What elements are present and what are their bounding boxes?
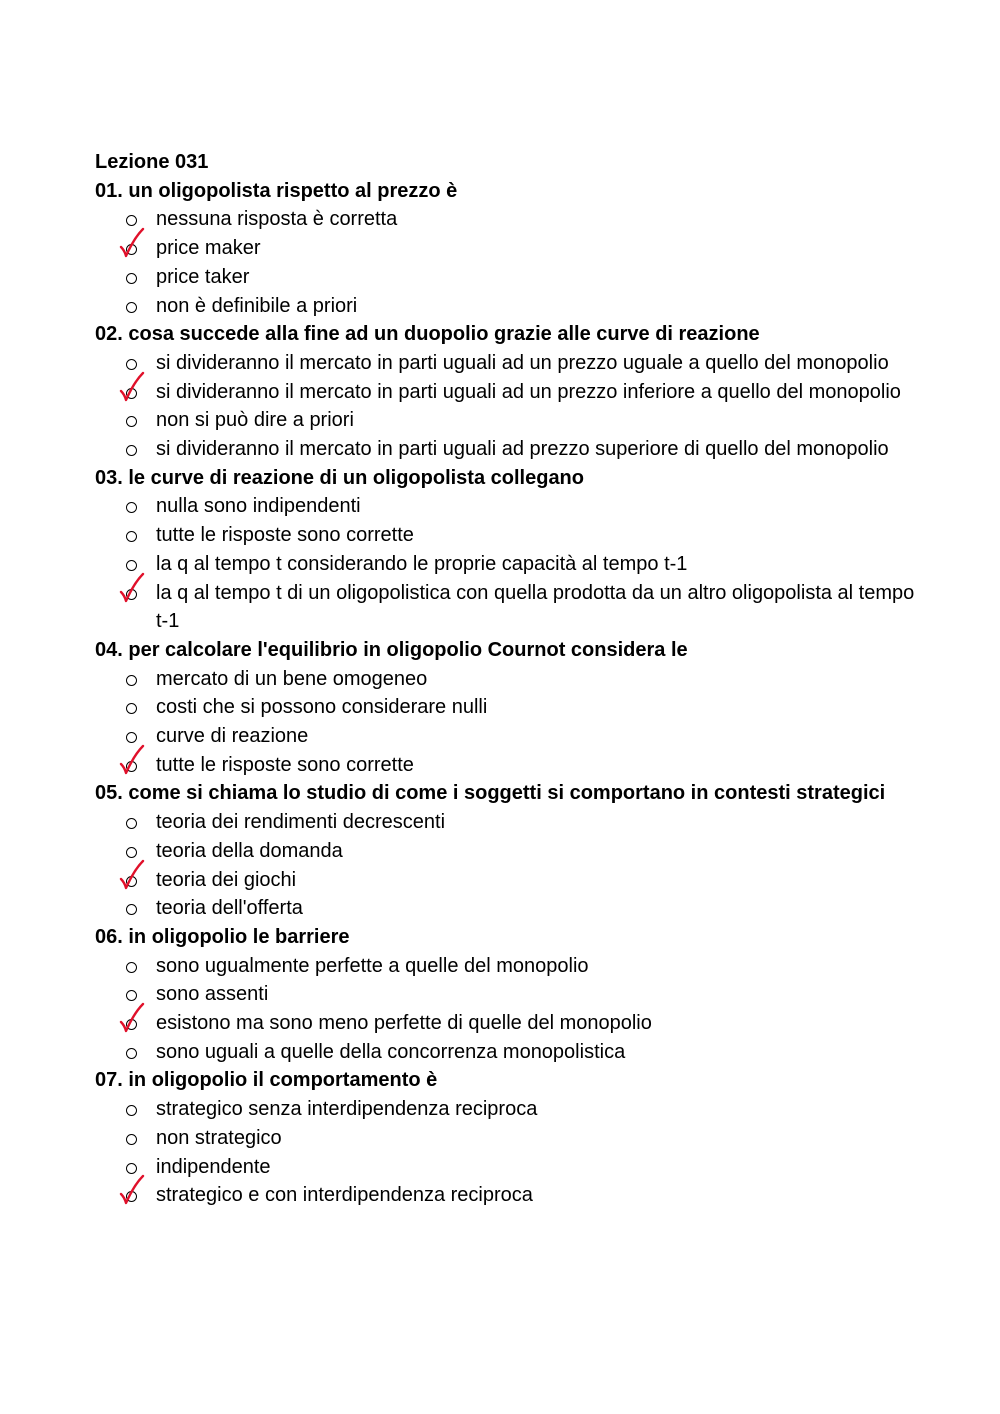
answer-text: mercato di un bene omogeneo	[156, 667, 428, 690]
answer-option	[95, 1095, 915, 1124]
answer-option	[95, 751, 915, 780]
answer-text: si divideranno il mercato in parti uguali ad prezzo superiore di quello del monopolio	[156, 438, 889, 461]
checkmark-icon	[119, 371, 149, 405]
answer-option	[95, 349, 915, 378]
answer-option	[95, 1038, 915, 1067]
answer-option	[95, 292, 915, 321]
answer-option	[95, 980, 915, 1009]
answer-text: la q al tempo t di un oligopolistica con quella prodotta da un altro oligopolista al tempo t-1	[156, 581, 915, 633]
quiz-document	[95, 148, 915, 1210]
answer-option	[95, 808, 915, 837]
answer-option	[95, 378, 915, 407]
answer-text: price maker	[156, 237, 261, 260]
question-block	[95, 177, 915, 321]
checkmark-icon	[119, 744, 149, 778]
answer-text: indipendente	[156, 1155, 271, 1178]
answer-option	[95, 521, 915, 550]
checkmark-icon	[119, 572, 149, 606]
circle-bullet-icon	[125, 1095, 141, 1124]
answer-option	[95, 406, 915, 435]
answer-text: tutte le risposte sono corrette	[156, 753, 414, 776]
answer-text: la q al tempo t considerando le proprie capacità al tempo t-1	[156, 552, 688, 575]
answer-text: curve di reazione	[156, 725, 309, 748]
answer-option	[95, 435, 915, 464]
question-text: 01. un oligopolista rispetto al prezzo è	[95, 179, 458, 202]
answer-option	[95, 1124, 915, 1153]
question-block	[95, 636, 915, 780]
answer-text: teoria dei rendimenti decrescenti	[156, 811, 446, 834]
circle-bullet-icon	[125, 1038, 141, 1067]
answer-text: teoria della domanda	[156, 839, 343, 862]
answer-option	[95, 1153, 915, 1182]
answer-text: tutte le risposte sono corrette	[156, 524, 414, 547]
answer-option	[95, 837, 915, 866]
answer-option	[95, 1181, 915, 1210]
answer-option	[95, 205, 915, 234]
lesson-title: Lezione 031	[95, 151, 209, 173]
checkmark-icon	[119, 1002, 149, 1036]
answer-option	[95, 234, 915, 263]
answer-text: non è definibile a priori	[156, 294, 358, 317]
answer-option	[95, 693, 915, 722]
circle-bullet-icon	[125, 952, 141, 981]
circle-bullet-icon	[125, 808, 141, 837]
checkmark-icon	[119, 859, 149, 893]
circle-bullet-icon	[125, 492, 141, 521]
circle-bullet-icon	[125, 263, 141, 292]
answer-text: esistono ma sono meno perfette di quelle del monopolio	[156, 1012, 652, 1035]
answer-text: nulla sono indipendenti	[156, 495, 361, 518]
answer-option	[95, 952, 915, 981]
question-block	[95, 1066, 915, 1210]
question-text: 03. le curve di reazione di un oligopolista collegano	[95, 466, 584, 489]
answer-option	[95, 894, 915, 923]
answer-text: sono uguali a quelle della concorrenza monopolistica	[156, 1040, 626, 1063]
answer-option	[95, 665, 915, 694]
question-block	[95, 923, 915, 1067]
answer-text: costi che si possono considerare nulli	[156, 696, 488, 719]
circle-bullet-icon	[125, 521, 141, 550]
answer-text: strategico e con interdipendenza reciproca	[156, 1184, 533, 1207]
answer-text: si divideranno il mercato in parti uguali ad un prezzo inferiore a quello del monopolio	[156, 380, 901, 403]
question-list	[95, 177, 915, 1210]
answer-text: non si può dire a priori	[156, 409, 354, 432]
answer-option	[95, 1009, 915, 1038]
answer-text: sono assenti	[156, 983, 269, 1006]
answer-option	[95, 866, 915, 895]
answer-text: strategico senza interdipendenza reciproca	[156, 1098, 538, 1121]
question-block	[95, 320, 915, 464]
question-block	[95, 779, 915, 923]
question-text: 07. in oligopolio il comportamento è	[95, 1069, 438, 1092]
answer-text: nessuna risposta è corretta	[156, 208, 398, 231]
checkmark-icon	[119, 227, 149, 261]
question-text: 05. come si chiama lo studio di come i soggetti si comportano in contesti strategici	[95, 782, 886, 805]
checkmark-icon	[119, 1174, 149, 1208]
circle-bullet-icon	[125, 693, 141, 722]
answer-text: price taker	[156, 265, 250, 288]
answer-text: non strategico	[156, 1126, 282, 1149]
answer-option	[95, 579, 915, 636]
circle-bullet-icon	[125, 435, 141, 464]
circle-bullet-icon	[125, 1124, 141, 1153]
circle-bullet-icon	[125, 292, 141, 321]
question-block	[95, 464, 915, 636]
circle-bullet-icon	[125, 894, 141, 923]
answer-option	[95, 722, 915, 751]
answer-text: si divideranno il mercato in parti uguali ad un prezzo uguale a quello del monopolio	[156, 351, 889, 374]
circle-bullet-icon	[125, 665, 141, 694]
question-text: 06. in oligopolio le barriere	[95, 925, 350, 948]
circle-bullet-icon	[125, 406, 141, 435]
answer-option	[95, 550, 915, 579]
question-text: 02. cosa succede alla fine ad un duopolio grazie alle curve di reazione	[95, 323, 760, 346]
answer-option	[95, 263, 915, 292]
answer-text: teoria dell'offerta	[156, 897, 303, 920]
answer-text: sono ugualmente perfette a quelle del monopolio	[156, 954, 589, 977]
answer-text: teoria dei giochi	[156, 868, 297, 891]
answer-option	[95, 492, 915, 521]
question-text: 04. per calcolare l'equilibrio in oligopolio Cournot considera le	[95, 638, 688, 661]
